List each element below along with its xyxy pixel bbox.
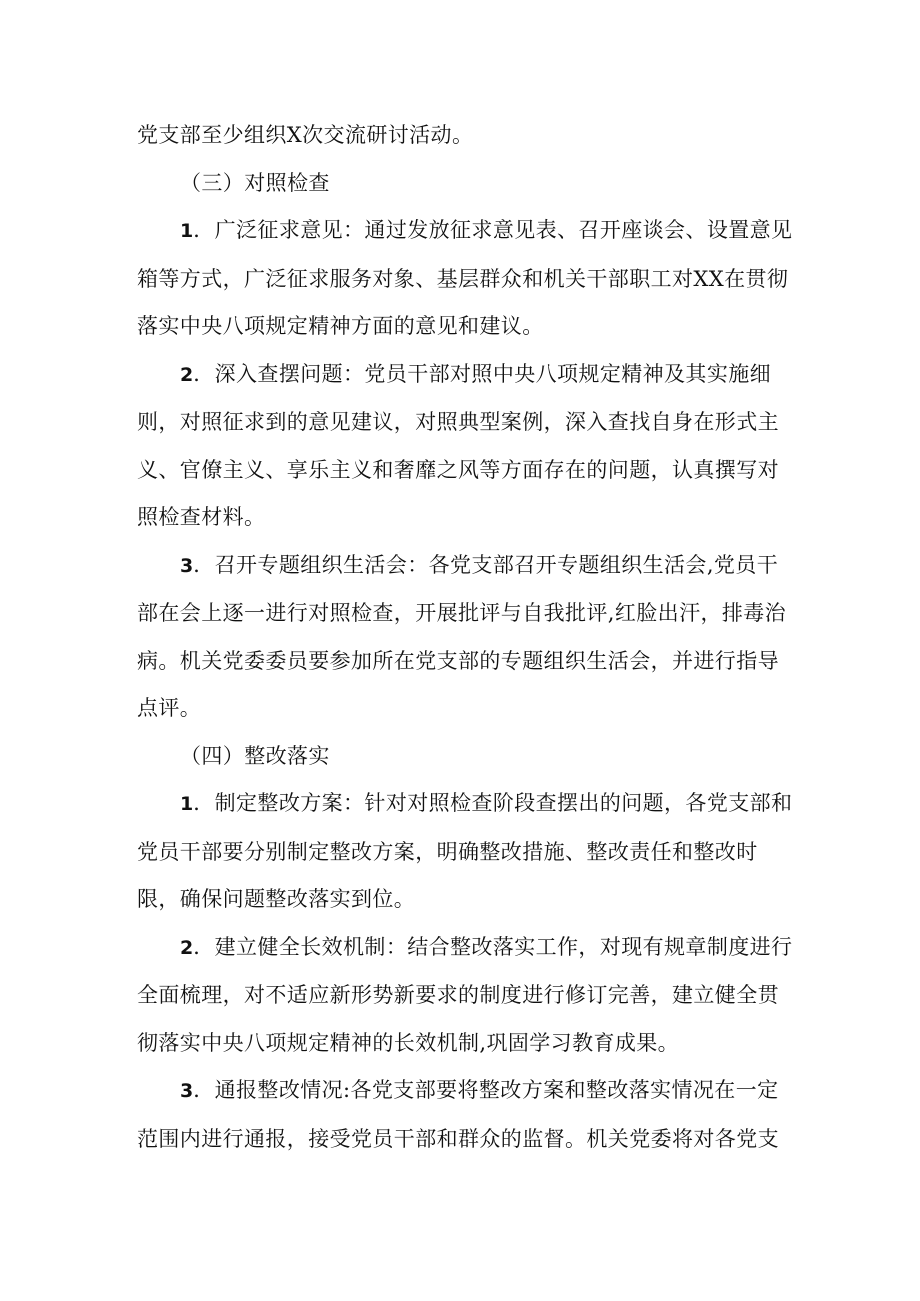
item-number: 3 <box>180 1080 194 1102</box>
list-item <box>137 351 797 542</box>
section-heading-3 <box>137 160 797 208</box>
list-item <box>137 924 797 1068</box>
heading-text: （三）对照检查 <box>180 170 330 195</box>
list-item <box>137 207 797 351</box>
list-item <box>137 1067 797 1163</box>
item-text: ．召开专题组织生活会：各党支部召开专题组织生活会,党员干部在会上逐一进行对照检查，开展批评与自我批评,红脸出汗，排毒治病。机关党委委员要参加所在党支部的专题组织生活会，并进行指导点评。 <box>137 552 787 720</box>
paragraph-text: 党支部至少组织X次交流研讨活动。 <box>137 123 474 147</box>
item-text: ．建立健全长效机制：结合整改落实工作，对现有规章制度进行全面梳理，对不适应新形势新要求的制度进行修订完善，建立健全贯彻落实中央八项规定精神的长效机制,巩固学习教育成果。 <box>137 934 793 1055</box>
list-item <box>137 780 797 924</box>
section-heading-4 <box>137 733 797 781</box>
item-number: 2 <box>180 936 194 959</box>
item-number: 1 <box>180 793 194 815</box>
heading-text: （四）整改落实 <box>180 743 330 768</box>
item-number: 2 <box>180 363 194 386</box>
item-text: ．制定整改方案：针对对照检查阶段查摆出的问题，各党支部和党员干部要分别制定整改方案，明确整改措施、整改责任和整改时限，确保问题整改落实到位。 <box>137 791 793 911</box>
item-text: ．通报整改情况:各党支部要将整改方案和整改落实情况在一定范围内进行通报，接受党员干部和群众的监督。机关党委将对各党支 <box>137 1078 779 1151</box>
item-number: 3 <box>180 554 194 577</box>
item-text: ．广泛征求意见：通过发放征求意见表、召开座谈会、设置意见箱等方式，广泛征求服务对象、基层群众和机关干部职工对XX在贯彻落实中央八项规定精神方面的意见和建议。 <box>137 218 793 338</box>
item-number: 1 <box>180 220 194 242</box>
item-text: ．深入查摆问题：党员干部对照中央八项规定精神及其实施细则，对照征求到的意见建议，对照典型案例，深入查找自身在形式主义、官僚主义、享乐主义和奢靡之风等方面存在的问题，认真撰写对照检查材料。 <box>137 361 779 529</box>
list-item <box>137 542 797 733</box>
document-body <box>137 112 797 1163</box>
paragraph-continuation <box>137 112 797 160</box>
